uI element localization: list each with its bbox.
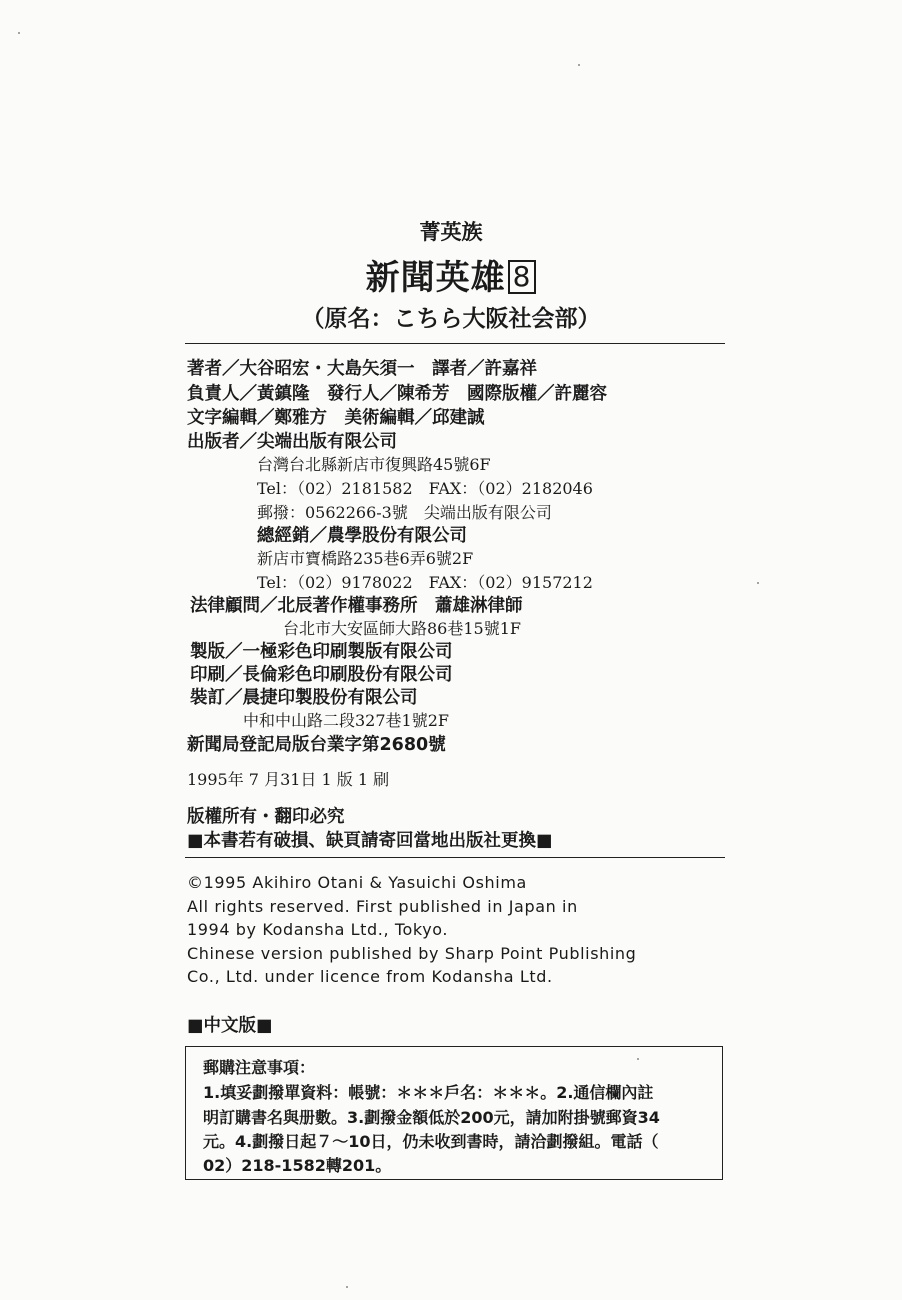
copyright-line-1: ©1995 Akihiro Otani & Yasuichi Oshima	[187, 873, 527, 892]
book-title-text: 新聞英雄	[365, 258, 506, 298]
edition-date: 1995年 7 月31日 1 版 1 刷	[187, 770, 390, 789]
credit-authors: 著者／大谷昭宏・大島矢須一 譯者／許嘉祥	[187, 359, 537, 379]
credit-publisher: 出版者／尖端出版有限公司	[187, 432, 397, 452]
notice-line-2: 明訂購書名與册數。3.劃撥金額低於200元，請加附掛號郵資34	[203, 1108, 660, 1127]
top-divider	[185, 343, 725, 344]
scan-speck	[18, 32, 20, 34]
legal-advisor: 法律顧問／北辰著作權事務所 蕭雄淋律師	[190, 596, 523, 616]
plate-maker: 製版／一極彩色印刷製版有限公司	[190, 642, 453, 662]
scan-speck	[637, 1058, 639, 1060]
replacement-notice: ■本書若有破損、缺頁請寄回當地出版社更換■	[187, 831, 553, 851]
volume-number: 8	[508, 260, 537, 294]
copyright-line-3: 1994 by Kodansha Ltd., Tokyo.	[187, 920, 449, 939]
registration-number: 新聞局登記局版台業字第2680號	[187, 735, 446, 755]
distributor-address: 新店市寶橋路235巷6弄6號2F	[257, 549, 474, 568]
rights-notice: 版權所有・翻印必究	[187, 807, 345, 827]
series-label: 菁英族	[419, 220, 483, 244]
notice-line-3: 元。4.劃撥日起７～10日，仍未收到書時，請洽劃撥組。電話（	[203, 1132, 659, 1151]
chinese-edition-label: ■中文版■	[187, 1016, 273, 1036]
postal-account: 郵撥：0562266-3號 尖端出版有限公司	[257, 503, 552, 522]
distributor: 總經銷／農學股份有限公司	[257, 526, 467, 546]
mail-order-notice-box	[185, 1046, 723, 1180]
scan-speck	[578, 64, 580, 66]
middle-divider	[185, 857, 725, 858]
legal-address: 台北市大安區師大路86巷15號1F	[283, 619, 522, 638]
binder-address: 中和中山路二段327巷1號2F	[243, 711, 450, 730]
book-title	[0, 250, 902, 299]
copyright-line-4: Chinese version published by Sharp Point Publishing	[187, 944, 637, 963]
credit-responsible: 負責人／黃鎮隆 發行人／陳希芳 國際版權／許麗容	[187, 384, 607, 404]
notice-line-4: 02）218-1582轉201。	[203, 1156, 392, 1175]
credit-editors: 文字編輯／鄭雅方 美術編輯／邱建誠	[187, 408, 485, 428]
notice-line-1: 1.填妥劃撥單資料：帳號：＊＊＊戶名：＊＊＊。2.通信欄內註	[203, 1083, 654, 1102]
notice-heading: 郵購注意事項：	[203, 1058, 316, 1077]
publisher-tel: Tel：（02）2181582 FAX：（02）2182046	[257, 479, 593, 498]
publisher-address: 台灣台北縣新店市復興路45號6F	[257, 455, 491, 474]
scan-speck	[757, 582, 759, 584]
copyright-line-5: Co., Ltd. under licence from Kodansha Ltd.	[187, 967, 553, 986]
copyright-line-2: All rights reserved. First published in Japan in	[187, 897, 578, 916]
printer: 印刷／長倫彩色印刷股份有限公司	[190, 665, 453, 685]
binder: 裝訂／晨捷印製股份有限公司	[190, 688, 418, 708]
scan-speck	[346, 1286, 348, 1288]
distributor-tel: Tel：（02）9178022 FAX：（02）9157212	[257, 573, 593, 592]
original-title: （原名：こちら大阪社会部）	[301, 306, 601, 332]
